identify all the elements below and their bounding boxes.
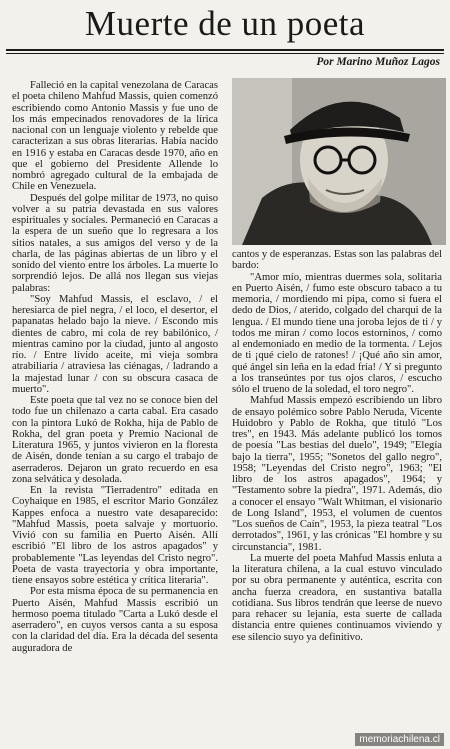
left-column <box>12 80 218 654</box>
poem-quote: "Soy Mahfud Massis, el esclavo, / el heresiarca de piel negra, / el loco, el desertor, el papanatas helado bajo la nieve. / Escondo mis dientes de cabro, mi cola de rey babilónico, / mientras camino por la ciudad, junto al angosto río. / Entre lívido aceite, mi vieja sombra atrabiliaria / atraviesa las ciénagas, / ladrando a la majestad lunar / con su obscura casaca de muerto". <box>12 293 218 395</box>
title-rule-bottom <box>6 53 444 54</box>
paragraph: Falleció en la capital venezolana de Caracas el poeta chileno Mahfud Massis, quien comenzó escribiendo como Antonio Massis y fue uno de los más empecinados renovadores de la lírica nacional con un lenguaje violento y rebelde que caracterizan a sus obras literarias. Había nacido en 1916 y estaba en Caracas desde 1970, año en que el gobierno del Presidente Allende lo nombró agregado cultural de la embajada de Chile en Venezuela. <box>12 80 218 193</box>
paragraph: Por esta misma época de su permanencia en Puerto Aisén, Mahfud Massis escribió un hermoso poema titulado "Carta a Lukó desde el aserradero", en cuyos versos canta a su esposa con la claridad del día. Era la década del sesenta auguradora de <box>12 586 218 654</box>
poem-quote: "Amor mío, mientras duermes sola, solitaria en Puerto Aisén, / fumo este obscuro tabaco a tu memoria, / mordiendo mi pipa, como si fuera el dedo de Dios, / aterido, colgado del charqui de la lengua. / El mundo tiene una joroba lejos de ti / y todos me miran / como locos estorninos, / como al endemoniado en medio de la tormenta. / Lejos de ti ¡qué cielo de ratones! / ¡Qué año sin amor, qué ángel sin leña en la edad fría! / Y si pregunto a los transeúntes por tus ojos claros, / escucho sólo el trueno de la soledad, el toro negro". <box>232 271 442 395</box>
byline: Por Marino Muñoz Lagos <box>316 56 440 68</box>
paragraph: Después del golpe militar de 1973, no quiso volver a su patria devastada en sus valores espirituales y sociales. Permaneció en Caracas a la espera de un sueño que lo regresara a los sitios natales, a sus amigos del verso y de la charla, de las páginas abiertas de un libro y el sonido del viento entre los árboles. La muerte lo sorprendió lejos. De allá nos llegan sus viejas palabras: <box>12 192 218 294</box>
paragraph: Este poeta que tal vez no se conoce bien del todo fue un chilenazo a carta cabal. Era casado con la pintora Lukó de Rokha, hija de Pablo de Rokha, del gran poeta y Premio Nacional de Literatura 1965, y juntos vivieron en la floresta de Aisén, donde tenían a su cargo el trabajo de aserraderos. Dejaron un grato recuerdo en esa zona selvática y desolada. <box>12 395 218 485</box>
paragraph: La muerte del poeta Mahfud Massis enluta a la literatura chilena, a la cual estuvo vinculado por su obra permanente y auténtica, escrita con ancha fuerza creadora, en sustantiva batalla cotidiana. Sus libros tendrán que leerse de nuevo para rehacer su lejanía, esta suerte de callada distancia entre quienes continuamos viviendo y ese silencio suyo ya definitivo. <box>232 552 442 643</box>
article-title: Muerte de un poeta <box>84 4 366 43</box>
paragraph: cantos y de esperanzas. Estas son las palabras del bardo: <box>232 249 442 272</box>
paragraph: Mahfud Massis empezó escribiendo un libro de ensayo polémico sobre Pablo Neruda, Vicente Huidobro y Pablo de Rokha, que tituló "Los tres", en 1943. Más adelante publicó los tomos de poesía "Las bestias del duelo", 1949; "Elegía bajo la tierra", 1955; "Sonetos del gallo negro", 1958; "Leyendas del Cristo negro", 1963; "El libro de los astros apagados", 1964; y "Testamento sobre la piedra", 1971. Además, dio a conocer el ensayo "Walt Whitman, el visionario de Long Island", 1953, el volumen de cuentos "Los sueños de Caín", 1953, la pieza teatral "Los derrotados", 1961, y las crónicas "El hombre y su circunstancia", 1981. <box>232 395 442 553</box>
site-watermark: memoriachilena.cl <box>355 733 444 746</box>
right-column <box>232 249 442 643</box>
portrait-illustration <box>232 78 446 245</box>
title-rule-top <box>6 49 444 51</box>
paragraph: En la revista "Tierradentro" editada en Coyhaique en 1985, el escritor Mario González Kappes enfoca a nuestro vate desaparecido: "Mahfud Massis, poeta salvaje y mortuorio. Vivió con su familia en Puerto Aisén. Allí escribió "El libro de los astros apagados" y probablemente "Las leyendas del Cristo negro". Poeta de vasta trayectoria y obra importante, tiene ensayos sobre estética y crítica literaria". <box>12 485 218 586</box>
portrait-photo <box>232 78 446 245</box>
